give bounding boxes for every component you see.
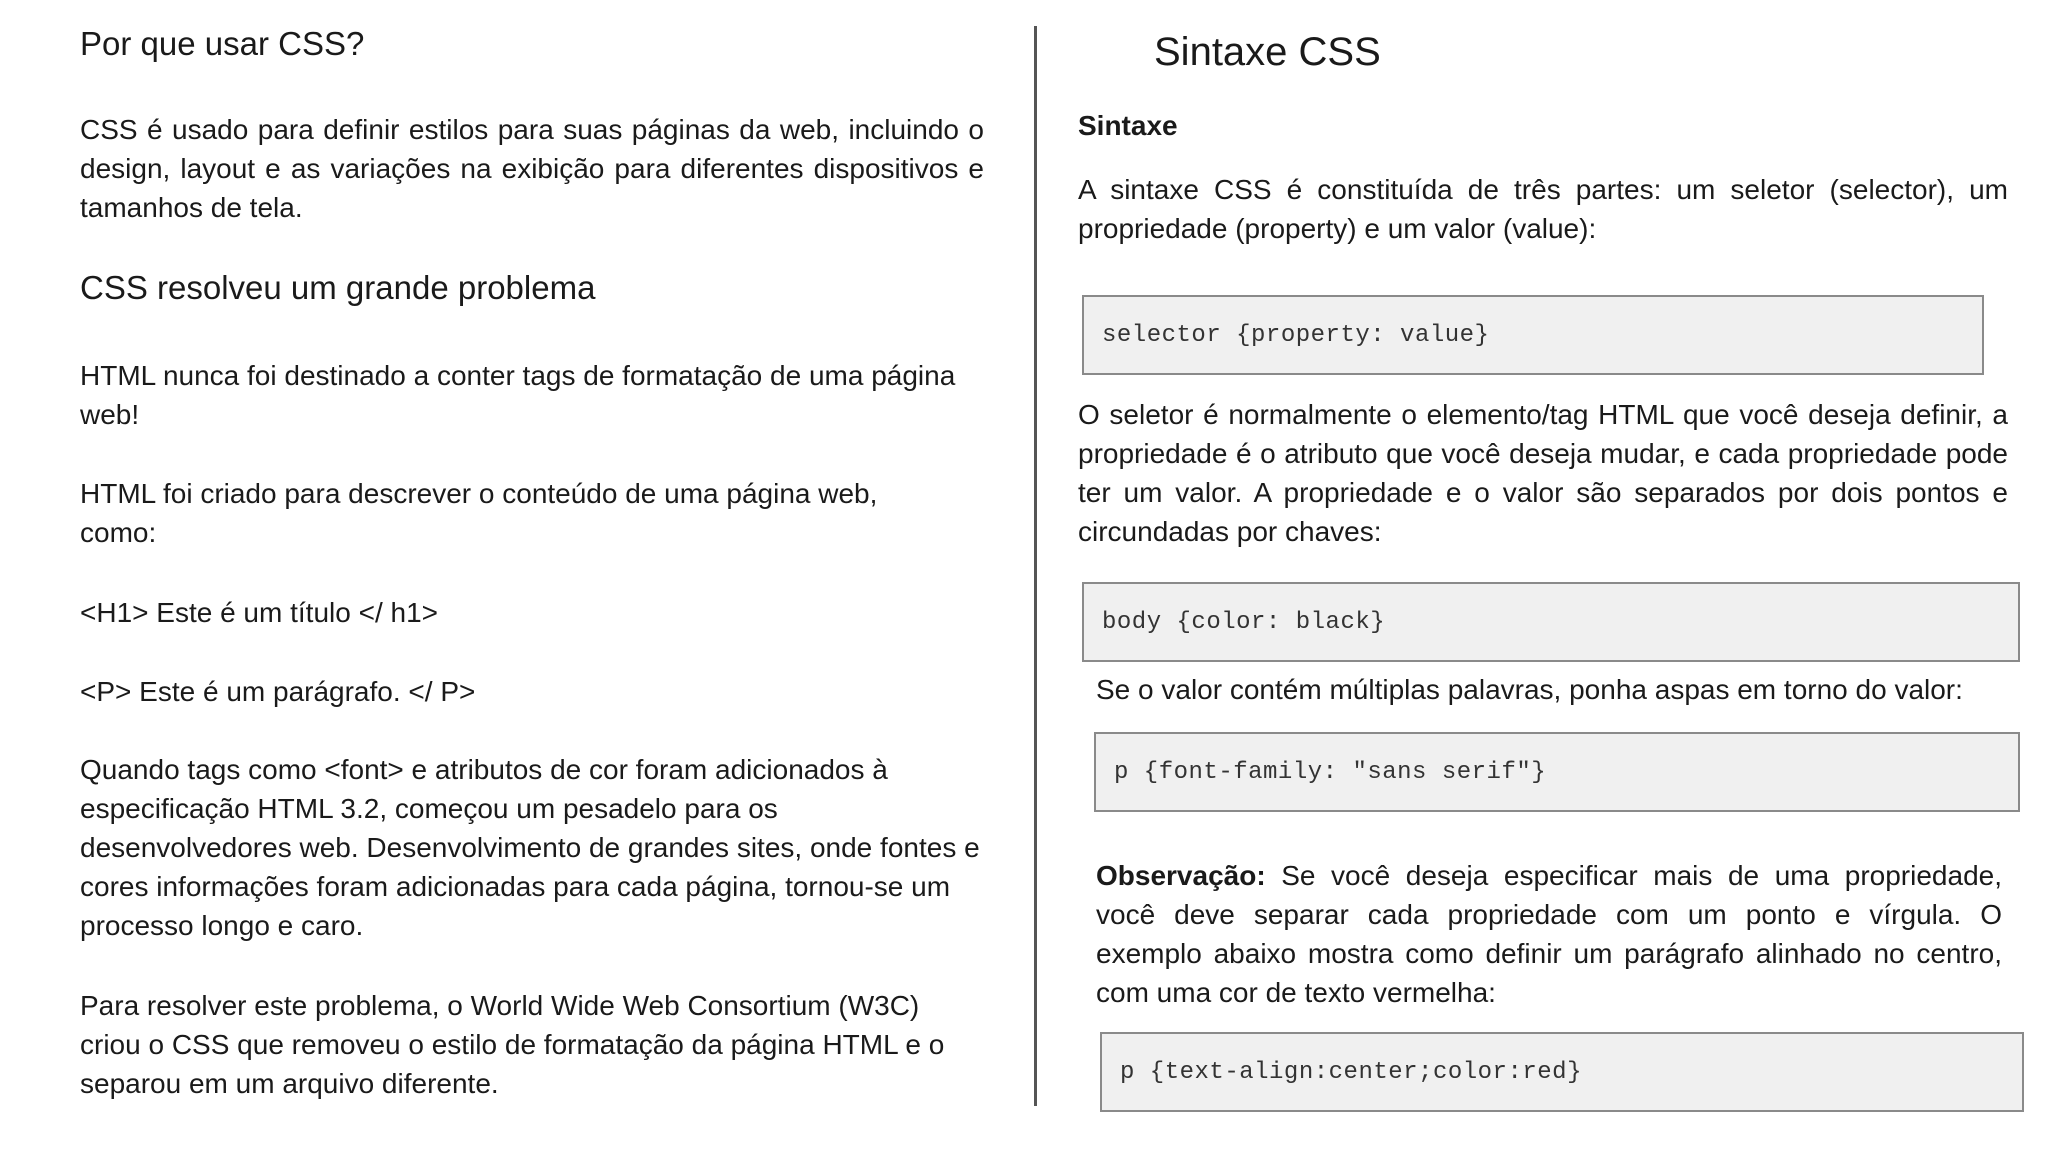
paragraph-html32-nightmare: Quando tags como <font> e atributos de cor foram adicionados à especificação HTML 3.2, começou um pesadelo para os desenvolvedores web. Desenvolvimento de grandes sites, onde fontes e cores informações foram adicionadas para cada página, tornou-se um processo longo e caro. bbox=[80, 754, 980, 941]
subheading-syntax: Sintaxe bbox=[1078, 110, 1178, 141]
code-example-font-family: p {font-family: "sans serif"} bbox=[1094, 732, 2020, 812]
paragraph-note bbox=[1096, 856, 2002, 1012]
column-divider bbox=[1034, 26, 1037, 1106]
paragraph-html-not-formatting: HTML nunca foi destinado a conter tags de formatação de uma página web! bbox=[80, 360, 956, 430]
paragraph-css-usage: CSS é usado para definir estilos para suas páginas da web, incluindo o design, layout e as variações na exibição para diferentes dispositivos e tamanhos de tela. bbox=[80, 114, 984, 223]
note-text: Se você deseja especificar mais de uma propriedade, você deve separar cada propriedade com um ponto e vírgula. O exemplo abaixo mostra como definir um parágrafo alinhado no centro, com uma cor de texto vermelha: bbox=[1096, 860, 2002, 1008]
heading-css-syntax: Sintaxe CSS bbox=[1154, 30, 1381, 74]
note-label: Observação: bbox=[1096, 860, 1266, 891]
paragraph-multiple-words: Se o valor contém múltiplas palavras, ponha aspas em torno do valor: bbox=[1096, 674, 1963, 705]
code-example-selector: selector {property: value} bbox=[1082, 295, 1984, 375]
paragraph-selector-explanation: O seletor é normalmente o elemento/tag HTML que você deseja definir, a propriedade é o atributo que você deseja mudar, e cada propriedade pode ter um valor. A propriedade e o valor são separados por dois pontos e circundadas por chaves: bbox=[1078, 399, 2008, 547]
paragraph-w3c-created-css: Para resolver este problema, o World Wide Web Consortium (W3C) criou o CSS que removeu o estilo de formatação da página HTML e o separou em um arquivo diferente. bbox=[80, 990, 945, 1099]
paragraph-syntax-parts: A sintaxe CSS é constituída de três partes: um seletor (selector), um propriedade (property) e um valor (value): bbox=[1078, 174, 2008, 244]
code-example-text-align: p {text-align:center;color:red} bbox=[1100, 1032, 2024, 1112]
heading-why-css: Por que usar CSS? bbox=[80, 25, 365, 62]
example-h1-tag: <H1> Este é um título </ h1> bbox=[80, 597, 438, 628]
heading-css-solved-problem: CSS resolveu um grande problema bbox=[80, 269, 596, 306]
code-example-body: body {color: black} bbox=[1082, 582, 2020, 662]
paragraph-html-describes-content: HTML foi criado para descrever o conteúdo de uma página web, como: bbox=[80, 478, 878, 548]
example-p-tag: <P> Este é um parágrafo. </ P> bbox=[80, 676, 476, 707]
